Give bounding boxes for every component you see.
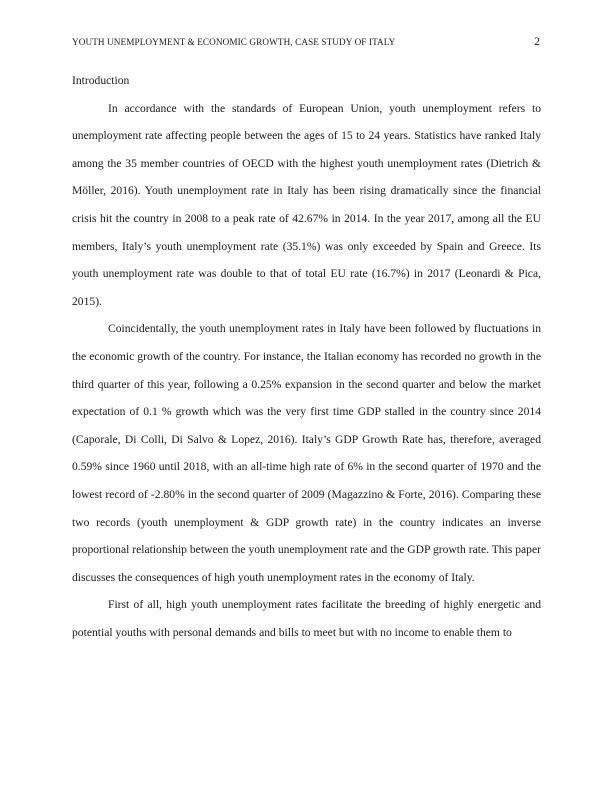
paragraph-consequences: First of all, high youth unemployment rates facilitate the breeding of highly energetic and potential youths with personal demands and bills to meet but with no income to enable them to: [72, 598, 541, 639]
paragraph-intro-definition: In accordance with the standards of European Union, youth unemployment refers to unemployment rate affecting people between the ages of 15 to 24 years. Statistics have ranked Italy among the 35 member countries of OECD with the highest youth unemployment rates (Dietrich & Möller, 2016). Youth unemployment rate in Italy has been rising dramatically since the financial crisis hit the country in 2008 to a peak rate of 42.67% in 2014. In the year 2017, among all the EU members, Italy’s youth unemployment rate (35.1%) was only exceeded by Spain and Greece. Its youth unemployment rate was double to that of total EU rate (16.7%) in 2017 (Leonardi & Pica, 2015).: [72, 101, 541, 308]
paragraph-economic-growth: Coincidentally, the youth unemployment rates in Italy have been followed by fluctuations in the economic growth of the country. For instance, the Italian economy has recorded no growth in the third quarter of this year, following a 0.25% expansion in the second quarter and below the market expectation of 0.1 % growth which was the very first time GDP stalled in the country since 2014 (Caporale, Di Colli, Di Salvo & Lopez, 2016). Italy’s GDP Growth Rate has, therefore, averaged 0.59% since 1960 until 2018, with an all-time high rate of 6% in the second quarter of 1970 and the lowest record of -2.80% in the second quarter of 2009 (Magazzino & Forte, 2016). Comparing these two records (youth unemployment & GDP growth rate) in the country indicates an inverse proportional relationship between the youth unemployment rate and the GDP growth rate. This paper discusses the consequences of high youth unemployment rates in the economy of Italy.: [72, 322, 541, 584]
section-heading: Introduction: [72, 74, 130, 87]
page-number: 2: [534, 36, 540, 48]
running-head: YOUTH UNEMPLOYMENT & ECONOMIC GROWTH, CASE STUDY OF ITALY: [72, 37, 396, 47]
document-body: [72, 67, 541, 646]
